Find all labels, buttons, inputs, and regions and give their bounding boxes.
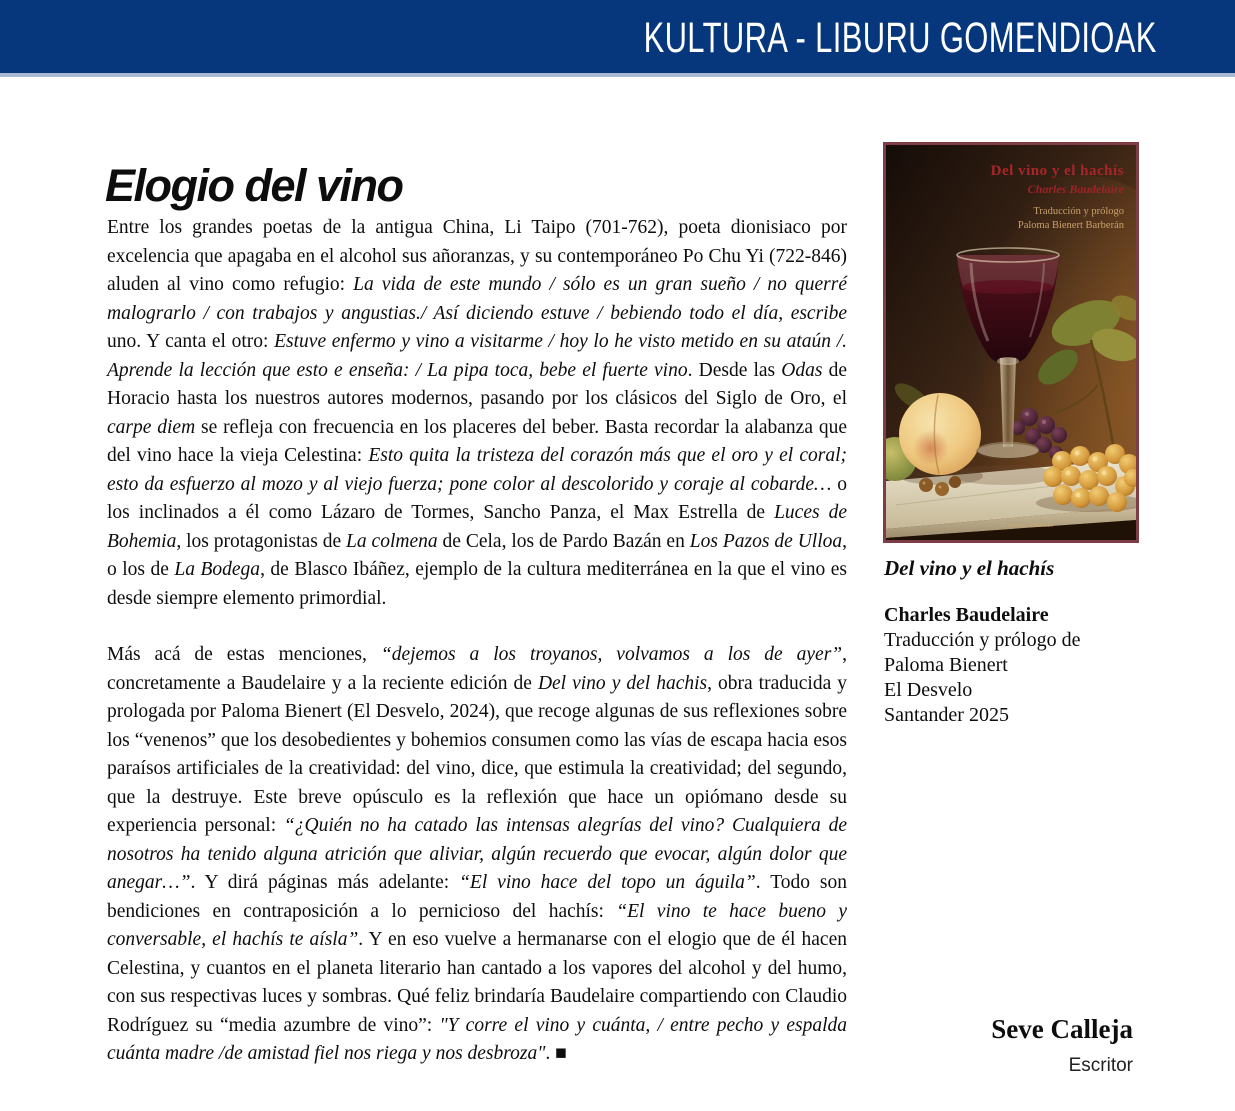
text-run-italic: carpe diem [107, 416, 196, 438]
text-run-italic: Estuve enfermo y vino a visitarme / hoy lo he visto metido en su ataún /. Aprende la lección que esto e enseña: / La pipa toca, bebe el fuerte vino [107, 331, 848, 381]
cover-credit-line1: Traducción y prólogo [1033, 206, 1124, 217]
text-run: . Desde las [687, 359, 782, 381]
text-run: , obra traducida y prologada por Paloma Bienert (El Desvelo, 2024), que recoge algunas de sus reflexiones sobre los “venenos” que los desobedientes y bohemios consumen como las vías de escapa hacia esos paraísos artificiales de la creatividad: del vino, dice, que estimula la creatividad; del segundo, que la destruye. Este breve opúsculo es la reflexión que hace un opiómano desde su experiencia personal: [107, 672, 847, 836]
text-run-italic: Luces de Bohemia [107, 502, 847, 552]
book-info-line: Paloma Bienert [884, 654, 1008, 676]
text-run-italic: Los Pazos de Ulloa [689, 530, 843, 552]
text-run-italic: Odas [781, 359, 823, 381]
header-banner [0, 0, 1235, 77]
byline-role: Escritor [1068, 1055, 1133, 1076]
article-title: Elogio del vino [105, 160, 403, 212]
text-run: . Todo son bendiciones en contraposición a lo pernicioso del hachís: [107, 872, 847, 922]
text-run: Más acá de estas menciones, [107, 644, 381, 665]
text-run-italic: Esto quita la tristeza del corazón más que el oro y el coral; esto da esfuerzo al mozo y al viejo fuerza; pone color al descolorido y coraje al cobarde… [107, 445, 848, 495]
text-run-italic: La colmena [346, 530, 438, 552]
cover-author: Charles Baudelaire [1027, 182, 1124, 196]
text-run: , los protagonistas de [176, 530, 347, 552]
text-run: de Cela, los de Pardo Bazán en [437, 530, 690, 552]
text-run: Entre los grandes poetas de la antigua China, Li Taipo (701-762), poeta dionisiaco por excelencia que apagaba en el alcohol sus añoranzas, y su contemporáneo Po Chu Yi (722-846) aluden al vino como refugio: [107, 217, 847, 295]
article-paragraph [107, 641, 847, 1069]
book-info-line: Santander 2025 [884, 704, 1009, 726]
book-title-caption: Del vino y el hachís [884, 556, 1055, 580]
cover-imprint: El Desvelo Ediciones [1001, 523, 1053, 529]
text-run-italic: La Bodega [174, 559, 261, 580]
text-run-italic: “dejemos a los troyanos, volvamos a los de ayer” [380, 644, 843, 665]
text-run: . Y dirá páginas más adelante: [190, 872, 460, 893]
byline-author: Seve Calleja [991, 1014, 1133, 1044]
book-info [884, 603, 1214, 728]
text-run-italic: La vida de este mundo / sólo es un gran sueño / no querré malograrlo / con trabajos y angustias./ Así diciendo estuve / bebiendo todo el día, escribe [107, 274, 847, 324]
text-run-italic: Del vino y del hachis [537, 672, 708, 694]
book-info-line: El Desvelo [884, 679, 973, 701]
text-run: , o los de [107, 530, 847, 580]
text-run: . ■ [545, 1043, 567, 1064]
text-run: uno. Y canta el otro: [107, 331, 275, 352]
text-run-italic: "Y corre el vino y cuánta, / entre pecho y espalda cuánta madre /de amistad fiel nos riega y nos desbroza" [107, 1014, 848, 1064]
text-run: . Y en eso vuelve a hermanarse con el elogio que de él hacen Celestina, y cuantos en el planeta literario han cantado a los vapores del alcohol y del humo, con sus respectivas luces y sombras. Qué feliz brindaría Baudelaire compartiendo con Claudio Rodríguez su “media azumbre de vino”: [107, 929, 847, 1036]
cover-title: Del vino y el hachís [990, 163, 1124, 179]
text-run: , de Blasco Ibáñez, ejemplo de la cultura mediterránea en la que el vino es desde siempre elemento primordial. [107, 559, 847, 609]
text-run-italic: “El vino te hace bueno y conversable, el hachís te aísla” [107, 900, 847, 950]
article-paragraph [107, 214, 847, 613]
text-run: , concretamente a Baudelaire y a la reciente edición de [107, 644, 847, 694]
text-run-italic: “¿Quién no ha catado las intensas alegrías del vino? Cualquiera de nosotros ha tenido alguna atrición que aliviar, algún recuerdo que evocar, algún dolor que anegar…” [107, 815, 847, 893]
banner-title: KULTURA - LIBURU GOMENDIOAK [643, 14, 1157, 62]
byline [991, 1014, 1133, 1077]
text-run: de Horacio hasta los nuestros autores modernos, pasando por los clásicos del Siglo de Oro, el [107, 359, 847, 409]
text-run: se refleja con frecuencia en los placeres del beber. Basta recordar la alabanza que del vino hace la vieja Celestina: [107, 416, 847, 466]
book-info-author: Charles Baudelaire [884, 604, 1049, 626]
book-cover [883, 142, 1139, 543]
golden-grapes [1043, 444, 1136, 512]
cover-credit-line2: Paloma Bienert Barberán [1017, 220, 1124, 231]
text-run-italic: “El vino hace del topo un águila” [459, 872, 756, 893]
text-run: o los inclinados a él como Lázaro de Tormes, Sancho Panza, el Max Estrella de [107, 473, 847, 523]
book-info-line: Traducción y prólogo de [884, 629, 1081, 651]
book-cover-illustration [886, 145, 1136, 540]
article-body [107, 214, 847, 1097]
